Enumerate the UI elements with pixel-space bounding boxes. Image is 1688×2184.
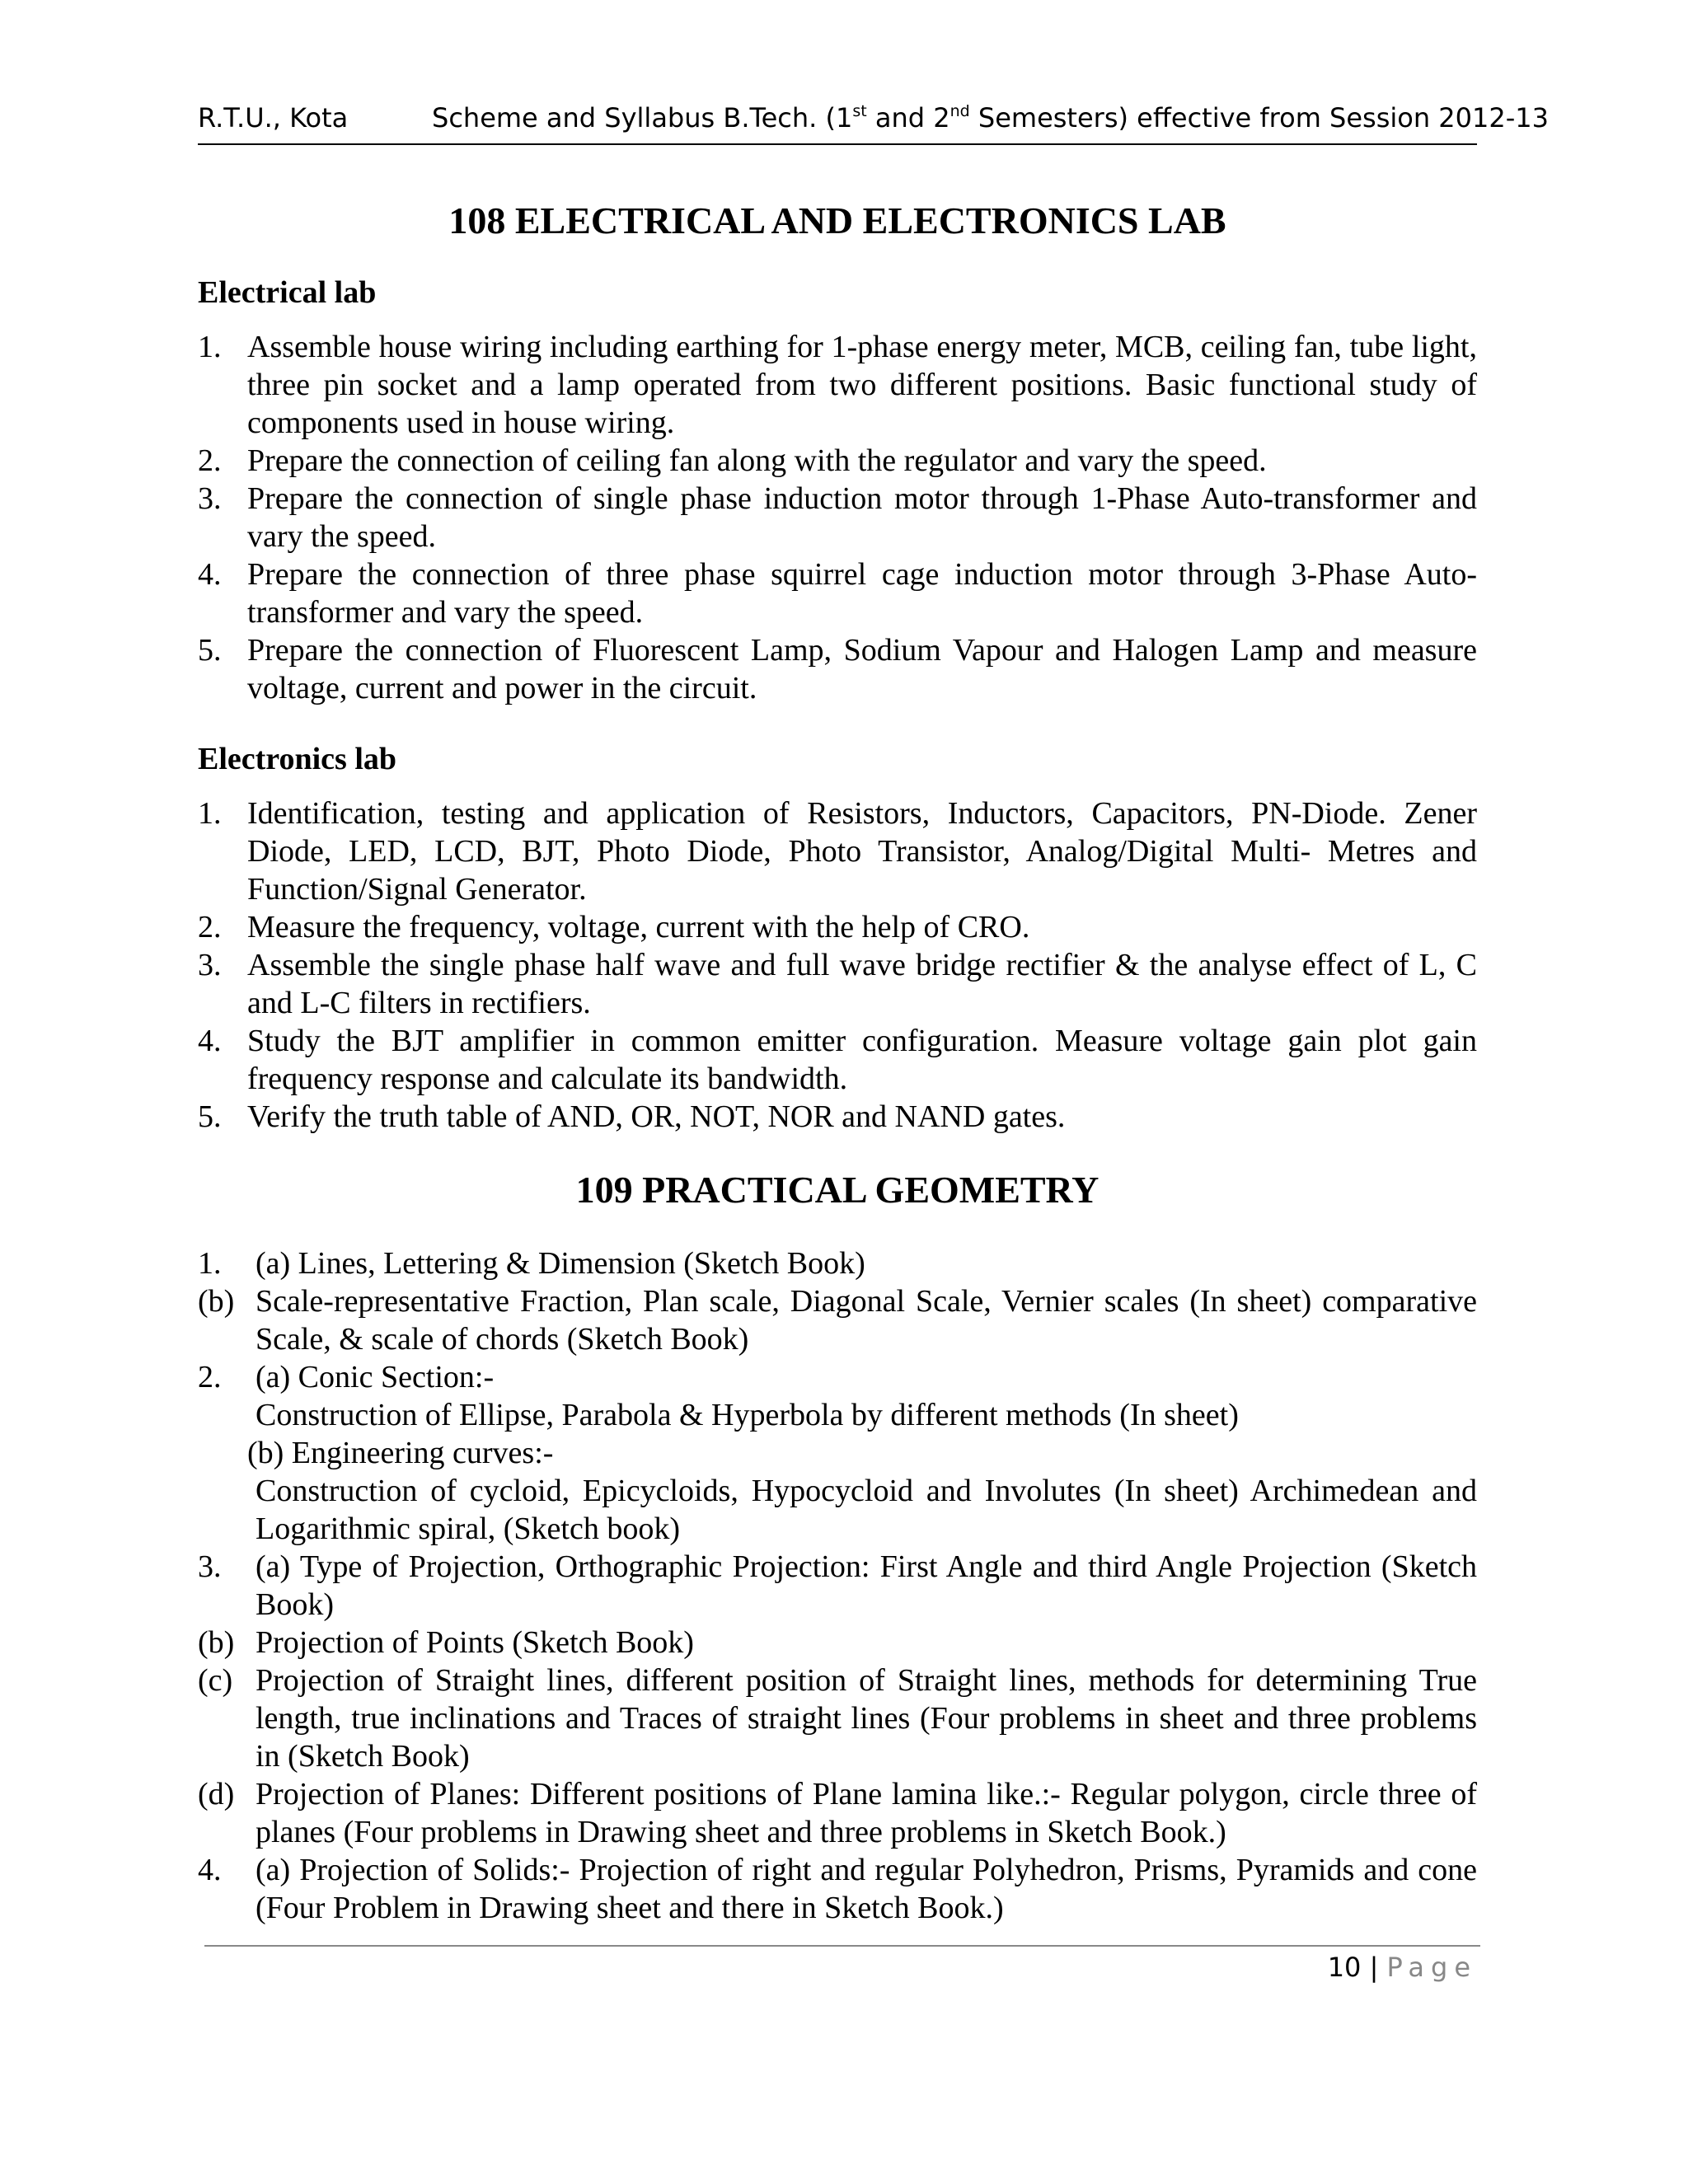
- item-label: 3.: [198, 1549, 222, 1584]
- list-item: [198, 328, 1477, 442]
- list-item: [198, 1282, 1477, 1358]
- item-number: 1.: [198, 330, 222, 364]
- list-item: [198, 1244, 1477, 1282]
- list-item: [198, 555, 1477, 631]
- header-scheme-mid: and 2: [866, 102, 950, 134]
- section-109-title: 109 PRACTICAL GEOMETRY: [575, 1169, 1100, 1211]
- list-item: [198, 1548, 1477, 1624]
- list-item: [198, 1661, 1477, 1775]
- footer-divider: [204, 1945, 1480, 1947]
- electronics-lab-heading: Electronics lab: [198, 742, 397, 776]
- item-number: 5.: [198, 1099, 222, 1134]
- item-text: Prepare the connection of ceiling fan along with the regulator and vary the speed.: [247, 443, 1267, 478]
- list-item: [198, 480, 1477, 555]
- item-number: 4.: [198, 557, 222, 592]
- list-item: [198, 1851, 1477, 1927]
- item-text: Measure the frequency, voltage, current with the help of CRO.: [247, 910, 1030, 944]
- list-item: [198, 1022, 1477, 1098]
- item-number: 4.: [198, 1024, 222, 1058]
- practical-geometry-list: [198, 1244, 1477, 1927]
- item-label: 4.: [198, 1853, 222, 1887]
- item-text: Prepare the connection of single phase induction motor through 1-Phase Auto-transformer and vary the speed.: [247, 481, 1477, 554]
- header-scheme-pre: Scheme and Syllabus B.Tech. (1: [432, 102, 853, 134]
- list-item: [198, 631, 1477, 707]
- page-word: Page: [1386, 1952, 1477, 1983]
- list-item: [198, 1098, 1477, 1136]
- item-text: (b) Engineering curves:-: [247, 1436, 554, 1470]
- item-text: (a) Type of Projection, Orthographic Projection: First Angle and third Angle Projection (Sketch Book): [256, 1549, 1477, 1622]
- list-item: [198, 1358, 1477, 1396]
- section-108-title: 108 ELECTRICAL AND ELECTRONICS LAB: [448, 199, 1226, 241]
- item-text: (a) Lines, Lettering & Dimension (Sketch Book): [256, 1246, 865, 1281]
- item-text: Projection of Straight lines, different position of Straight lines, methods for determining True length, true inclinations and Traces of straight lines (Four problems in sheet and three problems in (Sketch Book): [256, 1663, 1477, 1774]
- list-item: [198, 946, 1477, 1022]
- list-item: [198, 908, 1477, 946]
- item-text: Identification, testing and application of Resistors, Inductors, Capacitors, PN-Diode. Zener Diode, LED, LCD, BJT, Photo Diode, Photo Transistor, Analog/Digital Multi- Metres and Function/Signal Generator.: [247, 796, 1477, 907]
- item-text: (a) Conic Section:-: [256, 1360, 495, 1394]
- item-number: 2.: [198, 910, 222, 944]
- electrical-lab-heading: Electrical lab: [198, 275, 377, 310]
- item-text: Prepare the connection of Fluorescent Lamp, Sodium Vapour and Halogen Lamp and measure voltage, current and power in the circuit.: [247, 633, 1477, 705]
- item-number: 3.: [198, 948, 222, 982]
- item-number: 1.: [198, 796, 222, 831]
- header-scheme: [432, 97, 1549, 138]
- electrical-lab-list: [198, 328, 1477, 707]
- item-text: Projection of Points (Sketch Book): [256, 1625, 694, 1660]
- page-number: 10: [1327, 1952, 1362, 1983]
- item-text: Assemble house wiring including earthing for 1-phase energy meter, MCB, ceiling fan, tube light, three pin socket and a lamp operated from two different positions. Basic functional study of components used in house wiring.: [247, 330, 1477, 440]
- page-footer: [1328, 1948, 1477, 1986]
- header-scheme-post: Semesters) effective from Session 2012-13: [969, 102, 1549, 134]
- item-label: (c): [198, 1663, 233, 1698]
- item-detail: Construction of cycloid, Epicycloids, Hypocycloid and Involutes (In sheet) Archimedean and Logarithmic spiral, (Sketch book): [256, 1474, 1477, 1546]
- list-item: [198, 794, 1477, 908]
- item-text: Verify the truth table of AND, OR, NOT, NOR and NAND gates.: [247, 1099, 1066, 1134]
- item-number: 3.: [198, 481, 222, 516]
- item-text: Study the BJT amplifier in common emitter configuration. Measure voltage gain plot gain frequency response and calculate its bandwidth.: [247, 1024, 1477, 1096]
- item-label: (b): [198, 1625, 235, 1660]
- item-text: Prepare the connection of three phase squirrel cage induction motor through 3-Phase Auto-transformer and vary the speed.: [247, 557, 1477, 630]
- header-sup-nd: nd: [950, 102, 970, 120]
- item-detail: Construction of Ellipse, Parabola & Hyperbola by different methods (In sheet): [256, 1398, 1239, 1432]
- item-text: Assemble the single phase half wave and full wave bridge rectifier & the analyse effect of L, C and L-C filters in rectifiers.: [247, 948, 1477, 1020]
- item-text: (a) Projection of Solids:- Projection of right and regular Polyhedron, Prisms, Pyramids and cone (Four Problem in Drawing sheet and there in Sketch Book.): [256, 1853, 1477, 1925]
- item-label: (d): [198, 1777, 235, 1811]
- header-university: R.T.U., Kota: [198, 102, 349, 134]
- item-text: Scale-representative Fraction, Plan scale, Diagonal Scale, Vernier scales (In sheet) comparative Scale, & scale of chords (Sketch Book): [256, 1284, 1477, 1357]
- item-label: 1.: [198, 1246, 222, 1281]
- list-item: [198, 1775, 1477, 1851]
- item-label: 2.: [198, 1360, 222, 1394]
- list-item: [198, 1624, 1477, 1661]
- footer-separator: |: [1369, 1952, 1379, 1983]
- list-item: [198, 442, 1477, 480]
- header-sup-st: st: [852, 102, 867, 120]
- item-number: 5.: [198, 633, 222, 668]
- item-text: Projection of Planes: Different positions of Plane lamina like.:- Regular polygon, circle three of planes (Four problems in Drawing sheet and three problems in Sketch Book.): [256, 1777, 1477, 1849]
- electronics-lab-list: [198, 794, 1477, 1136]
- item-label: (b): [198, 1284, 235, 1319]
- page-header: [198, 97, 1549, 145]
- item-number: 2.: [198, 443, 222, 478]
